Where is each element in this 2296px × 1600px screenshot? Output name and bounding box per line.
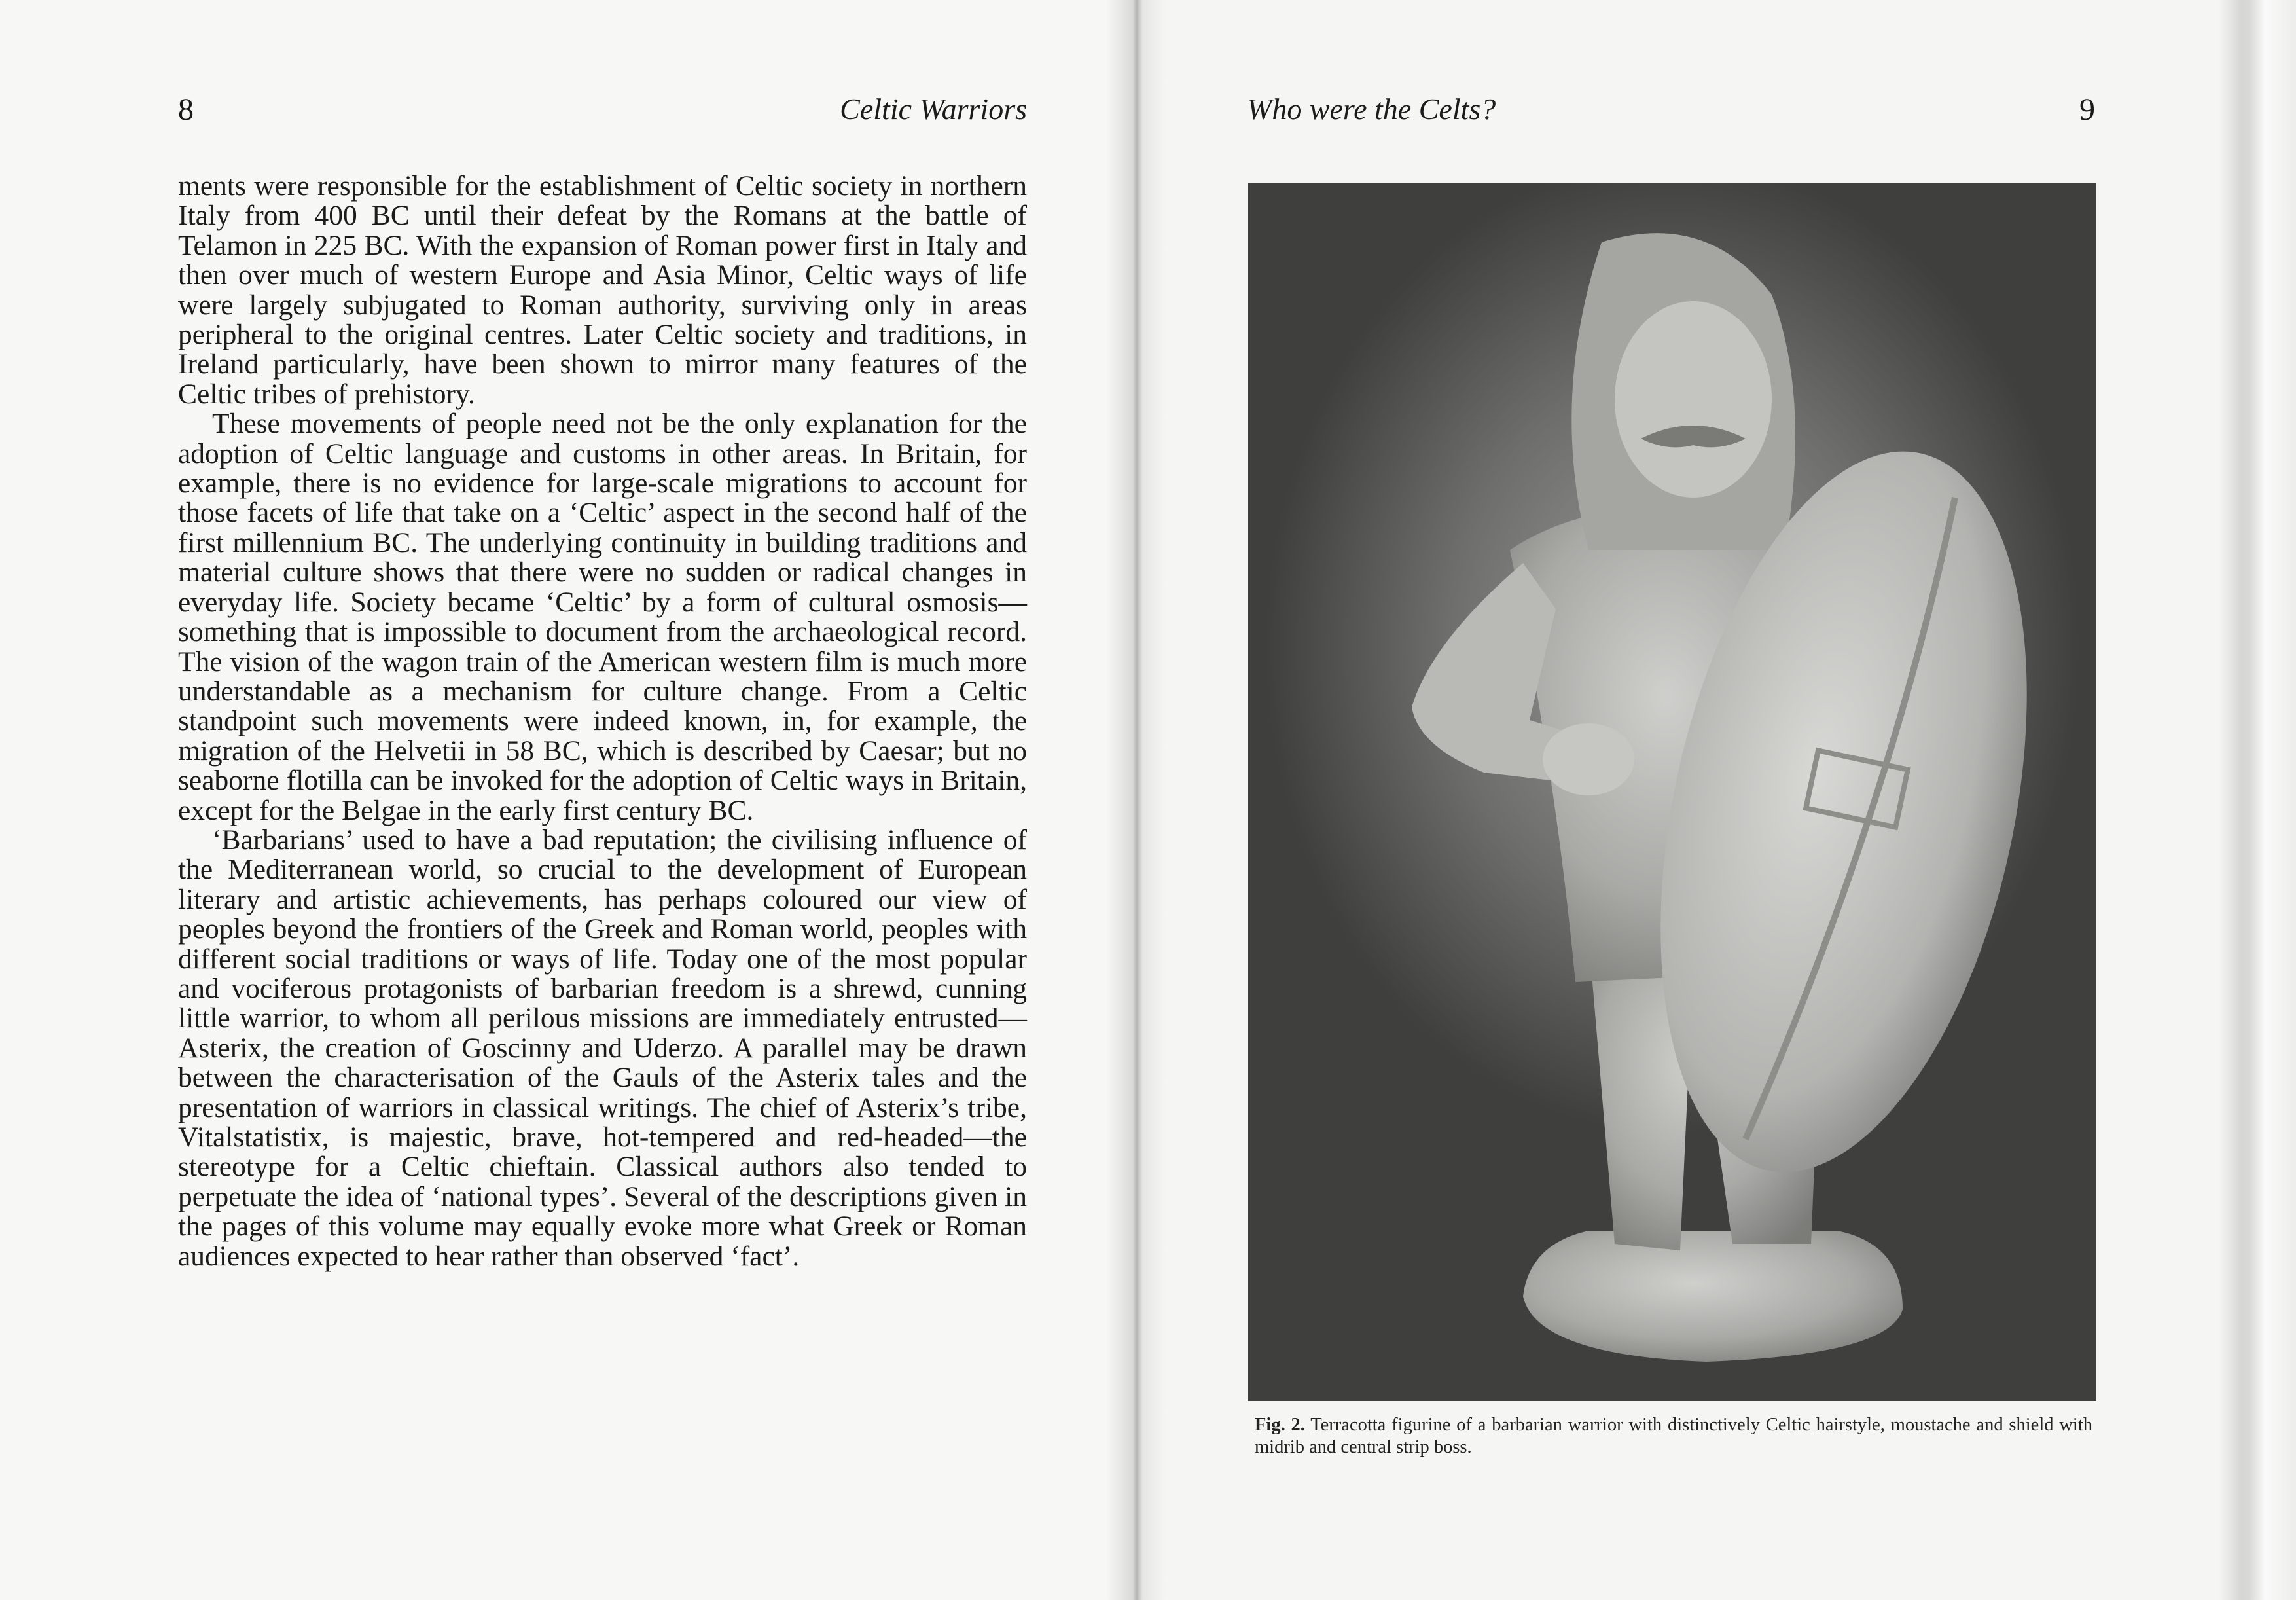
figurine-hand — [1543, 723, 1634, 795]
figure-photo — [1248, 183, 2096, 1401]
figure-caption-text: Terracotta figurine of a barbarian warrior with distinctively Celtic hairstyle, moustache and shield with midrib and central strip boss. — [1255, 1415, 2092, 1457]
running-head: Celtic Warriors — [840, 92, 1027, 126]
running-head: Who were the Celts? — [1247, 92, 1496, 126]
left-page — [0, 0, 1122, 1600]
paragraph: ments were responsible for the establishment of Celtic society in northern Italy from 400 BC until their defeat by the Romans at the battle of Telamon in 225 BC. With the expansion of Roman power first in Italy and then over much of western Europe and Asia Minor, Celtic ways of life were largely subjugated to Roman authority, surviving only in areas peripheral to the original centres. Later Celtic society and traditions, in Ireland particularly, have been shown to mirror many features of the Celtic tribes of prehistory. — [178, 170, 1027, 410]
figurine-face — [1615, 301, 1772, 498]
figurine-base — [1523, 1231, 1903, 1362]
figure-caption — [1255, 1414, 2092, 1459]
paragraph: ‘Barbarians’ used to have a bad reputation; the civilising influence of the Mediterranean world, so crucial to the development of European literary and artistic achievements, has perhaps coloured our view of peoples beyond the frontiers of the Greek and Roman world, peoples with different social traditions or ways of life. Today one of the most popular and vociferous protagonists of barbarian freedom is a shrewd, cunning little warrior, to whom all perilous missions are immediately entrusted—Asterix, the creation of Goscinny and Uderzo. A parallel may be drawn between the characterisation of the Gauls of the Asterix tales and the presentation of warriors in classical writings. The chief of Asterix’s tribe, Vitalstatistix, is majestic, brave, hot-tempered and red-headed—the stereotype for a Celtic chieftain. Classical authors also tended to perpetuate the idea of ‘national types’. Several of the descriptions given in the pages of this volume may equally evoke more what Greek or Roman audiences expected to hear rather than observed ‘fact’. — [178, 824, 1027, 1272]
book-edge-shadow — [2219, 0, 2296, 1600]
paragraph: These movements of people need not be the only explanation for the adoption of Celtic language and customs in other areas. In Britain, for example, there is no evidence for large-scale migrations to account for those facets of life that take on a ‘Celtic’ aspect in the second half of the first millennium BC. The underlying continuity in building traditions and material culture shows that there were no sudden or radical changes in everyday life. Society became ‘Celtic’ by a form of cultural osmosis—something that is impossible to document from the archaeological record. The vision of the wagon train of the American western film is much more understandable as a mechanism for culture change. From a Celtic standpoint such movements were indeed known, in, for example, the migration of the Helvetii in 58 BC, which is described by Caesar; but no seaborne flotilla can be invoked for the adoption of Celtic ways in Britain, except for the Belgae in the early first century BC. — [178, 408, 1027, 826]
figure-label: Fig. 2. — [1255, 1415, 1305, 1435]
body-text — [178, 172, 1027, 1271]
page-number: 8 — [178, 92, 194, 127]
right-page — [1122, 0, 2296, 1600]
book-gutter-shadow — [1106, 0, 1165, 1600]
terracotta-figurine-illustration — [1248, 183, 2096, 1401]
page-number: 9 — [2079, 92, 2095, 127]
